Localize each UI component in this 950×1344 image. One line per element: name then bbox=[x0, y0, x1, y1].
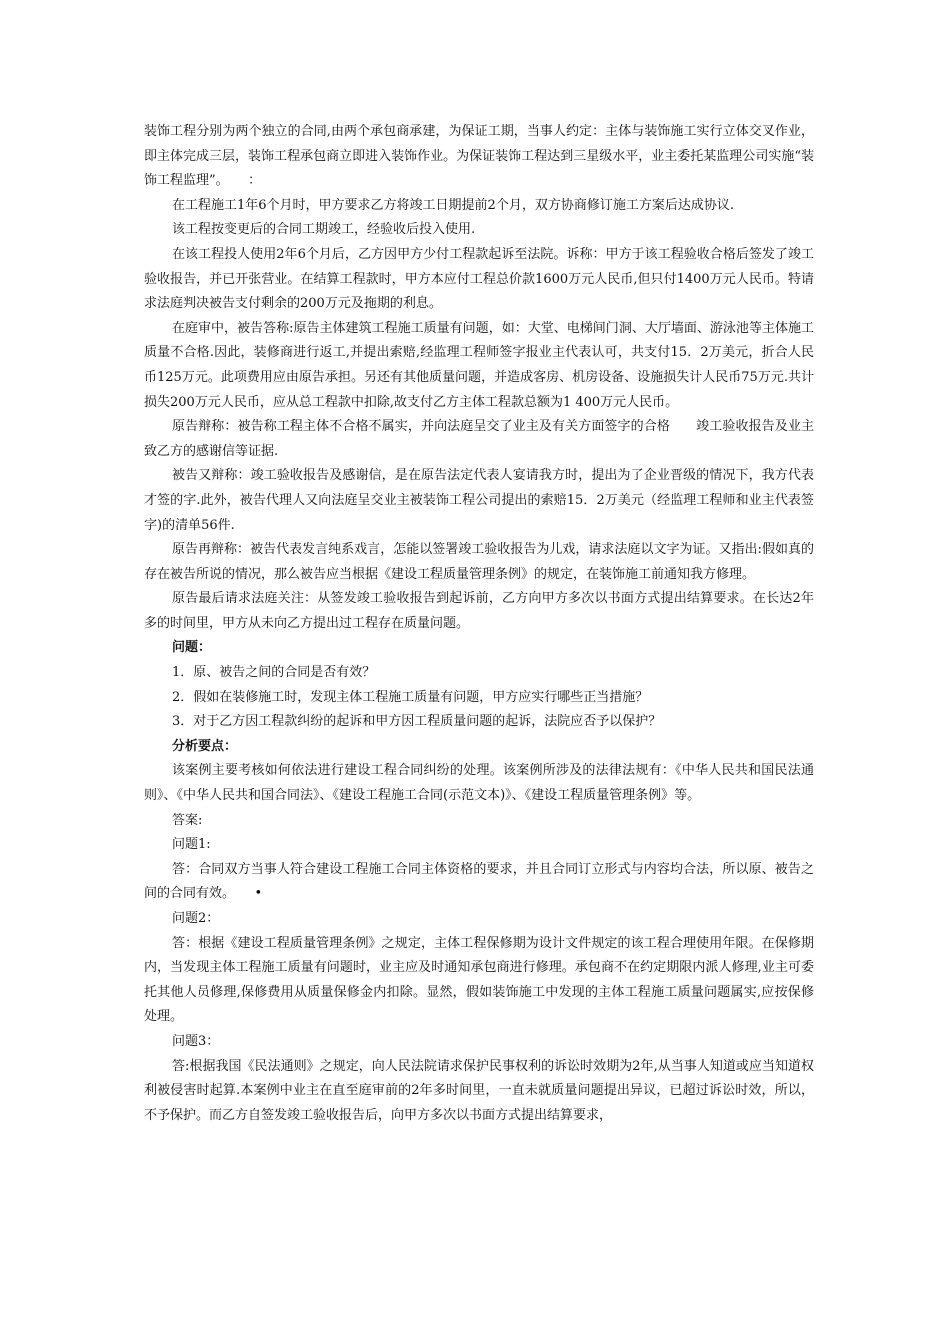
paragraph: 问题2： bbox=[172, 911, 220, 926]
paragraph: 答:根据我国《民法通则》之规定，向人民法院请求保护民事权利的诉讼时效期为2年,从当事人知道或应当知道权利被侵害时起算.本案例中业主在直至庭审前的2年多时间里，一直未就质量问题提出异议，已超过诉讼时效，所以，不予保护。而乙方自签发竣工验收报告后，向甲方多次以书面方式提出结算要求， bbox=[144, 1058, 814, 1123]
document-body bbox=[144, 120, 814, 1128]
paragraph: 1．原、被告之间的合同是否有效？ bbox=[172, 665, 376, 681]
paragraph: 2．假如在装修施工时，发现主体工程施工质量有问题，甲方应实行哪些正当措施？ bbox=[172, 689, 649, 705]
paragraph: 在该工程投人使用2年6个月后，乙方因甲方少付工程款起诉至法院。诉称：甲方于该工程验收合格后签发了竣工验收报告，并已开张营业。在结算工程款时，甲方本应付工程总价款1600万元人民币,但只付1400万元人民币。特请求法庭判决被告支付剩余的200万元及拖期的利息。 bbox=[144, 246, 814, 312]
paragraph: 答：合同双方当事人符合建设工程施工合同主体资格的要求，并且合同订立形式与内容均合法，所以原、被告之间的合同有效。 • bbox=[144, 861, 814, 902]
paragraph: 在工程施工1年6个月时，甲方要求乙方将竣工日期提前2个月，双方协商修订施工方案后达成协议. bbox=[172, 197, 734, 213]
paragraph: 原告最后请求法庭关注：从签发竣工验收报告到起诉前，乙方向甲方多次以书面方式提出结算要求。在长达2年多的时间里，甲方从未向乙方提出过工程存在质量问题。 bbox=[144, 591, 814, 631]
paragraph: 被告又辩称：竣工验收报告及感谢信，是在原告法定代表人宴请我方时，提出为了企业晋级的情况下，我方代表才签的字.此外，被告代理人又向法庭呈交业主被装饰工程公司提出的索赔15．2万美元（经监理工程师和业主代表签字)的清单56件. bbox=[144, 468, 814, 533]
paragraph: 该工程按变更后的合同工期竣工，经验收后投入使用. bbox=[172, 222, 476, 238]
paragraph: 该案例主要考核如何依法进行建设工程合同纠纷的处理。该案例所涉及的法律法规有：《中华人民共和国民法通则》、《中华人民共和国合同法》、《建设工程施工合同(示范文本)》、《建设工程质量管理条例》等。 bbox=[144, 763, 814, 804]
section-heading: 问题： bbox=[172, 640, 212, 656]
paragraph: 答：根据《建设工程质量管理条例》之规定，主体工程保修期为设计文件规定的该工程合理使用年限。在保修期内，当发现主体工程施工质量有问题时，业主应及时通知承包商进行修理。承包商不在约定期限内派人修理,业主可委托其他人员修理,保修费用从质量保修金内扣除。显然，假如装饰施工中发现的主体工程施工质量问题属实,应按保修处理。 bbox=[144, 935, 814, 1025]
paragraph: 答案: bbox=[172, 812, 203, 828]
paragraph: 在庭审中，被告答称:原告主体建筑工程施工质量有问题，如：大堂、电梯间门洞、大厅墙面、游泳池等主体施工质量不合格.因此，装修商进行返工,并提出索赔,经监理工程师签字报业主代表认可，共支付15．2万美元，折合人民币125万元。此项费用应由原告承担。另还有其他质量问题，并造成客房、机房设备、设施损失计人民币75万元.共计损失200万元人民币，应从总工程款中扣除,故支付乙方主体工程款总额为1 400万元人民币。 bbox=[144, 320, 814, 410]
paragraph: 原告再辩称：被告代表发言纯系戏言，怎能以签署竣工验收报告为儿戏，请求法庭以文字为证。又指出:假如真的存在被告所说的情况，那么被告应当根据《建设工程质量管理条例》的规定，在装饰施工前通知我方修理。 bbox=[144, 542, 814, 582]
paragraph: 装饰工程分别为两个独立的合同,由两个承包商承建，为保证工期，当事人约定：主体与装饰施工实行立体交叉作业，即主体完成三层，装饰工程承包商立即进入装饰作业。为保证装饰工程达到三星级水平，业主委托某监理公司实施“装饰工程监理”。 ： bbox=[144, 124, 814, 189]
paragraph: 3．对于乙方因工程款纠纷的起诉和甲方因工程质量问题的起诉，法院应否予以保护？ bbox=[172, 714, 662, 730]
paragraph: 原告辩称：被告称工程主体不合格不属实，并向法庭呈交了业主及有关方面签字的合格 竣工验收报告及业主致乙方的感谢信等证据. bbox=[144, 419, 814, 459]
paragraph: 问题3： bbox=[172, 1033, 220, 1049]
section-heading: 分析要点： bbox=[172, 738, 238, 754]
paragraph: 问题1: bbox=[172, 837, 211, 853]
